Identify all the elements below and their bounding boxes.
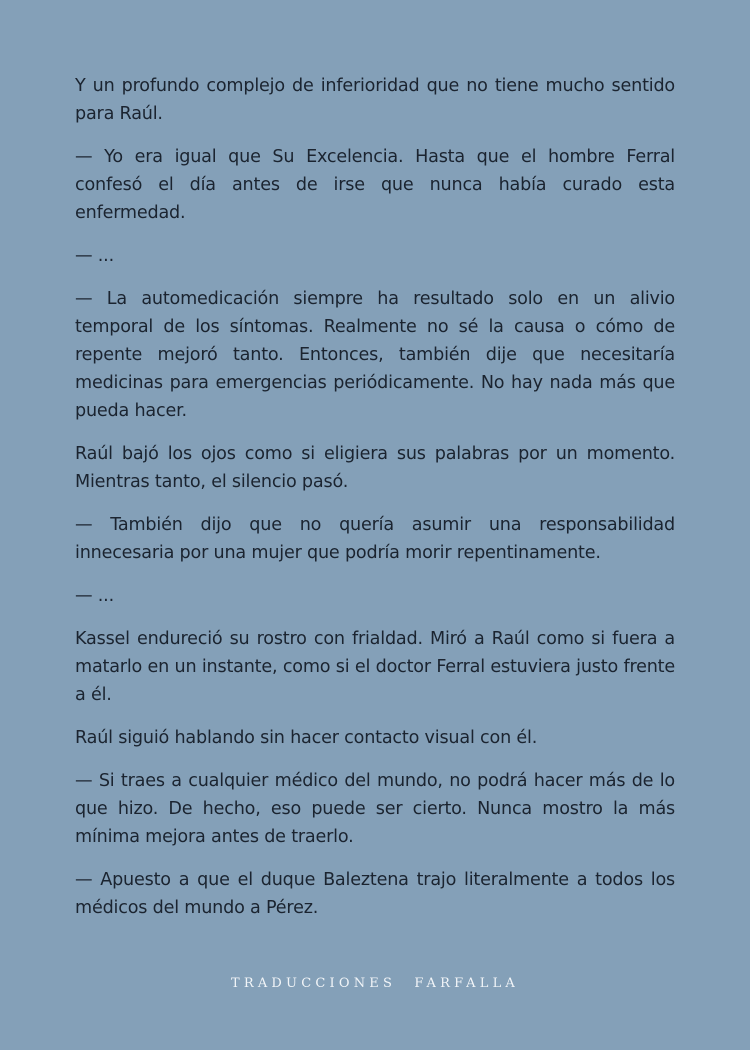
paragraph: — Apuesto a que el duque Baleztena trajo literalmente a todos los médicos del mundo a Pérez. bbox=[75, 870, 675, 918]
document-body bbox=[75, 72, 675, 937]
paragraph: — Yo era igual que Su Excelencia. Hasta que el hombre Ferral confesó el día antes de irse que nunca había curado esta enfermedad. bbox=[75, 147, 675, 223]
paragraph: Kassel endureció su rostro con frialdad. Miró a Raúl como si fuera a matarlo en un instante, como si el doctor Ferral estuviera justo frente a él. bbox=[75, 629, 675, 705]
paragraph: Raúl bajó los ojos como si eligiera sus palabras por un momento. Mientras tanto, el silencio pasó. bbox=[75, 444, 675, 492]
paragraph: — También dijo que no quería asumir una responsabilidad innecesaria por una mujer que podría morir repentinamente. bbox=[75, 515, 675, 563]
paragraph: — ... bbox=[75, 586, 114, 606]
paragraph: Y un profundo complejo de inferioridad que no tiene mucho sentido para Raúl. bbox=[75, 76, 675, 124]
translator-credit: TRADUCCIONES FARFALLA bbox=[230, 976, 519, 991]
paragraph: — ... bbox=[75, 246, 114, 266]
paragraph: Raúl siguió hablando sin hacer contacto visual con él. bbox=[75, 728, 538, 748]
paragraph: — La automedicación siempre ha resultado solo en un alivio temporal de los síntomas. Realmente no sé la causa o cómo de repente mejoró tanto. Entonces, también dije que necesitaría medicinas para emergencias periódicamente. No hay nada más que pueda hacer. bbox=[75, 289, 675, 421]
paragraph: — Si traes a cualquier médico del mundo, no podrá hacer más de lo que hizo. De hecho, eso puede ser cierto. Nunca mostro la más mínima mejora antes de traerlo. bbox=[75, 771, 675, 847]
